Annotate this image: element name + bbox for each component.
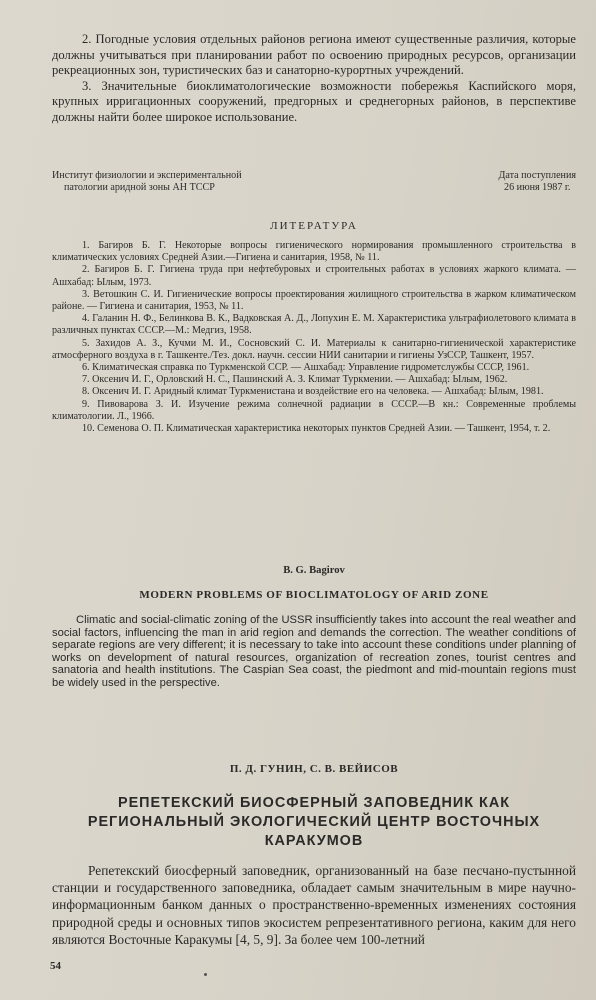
reference-item: 2. Багиров Б. Г. Гигиена труда при нефтебуровых и строительных работах в условиях жаркого климата. — Ашхабад: Ылым, 1973. <box>52 264 576 288</box>
article-authors: П. Д. ГУНИН, С. В. ВЕЙИСОВ <box>229 763 399 775</box>
english-title: MODERN PROBLEMS OF BIOCLIMATOLOGY OF ARID ZONE <box>139 589 489 601</box>
english-abstract-block <box>52 614 576 690</box>
reference-item: 10. Семенова О. П. Климатическая характеристика некоторых пунктов Средней Азии. — Ташкент, 1954, т. 2. <box>82 423 551 435</box>
print-dot <box>204 973 207 976</box>
page-number: 54 <box>50 960 61 972</box>
english-abstract: Climatic and social-climatic zoning of the USSR insufficiently takes into account the real weather and social factors, influencing the man in arid region and demands the correction. The weather conditions of separate regions are very different; it is necessary to take into account these conditions under planning of works on development of natural resources, organization of recreation zones, tourist centres and sanatoria and health institutions. The Caspian Sea coast, the piedmont and mid-mountain regions must be widely used in the perspective. <box>52 614 576 689</box>
reference-item: 6. Климатическая справка по Туркменской ССР. — Ашхабад: Управление гидрометслужбы СССР, 1961. <box>82 362 530 374</box>
literature-heading: ЛИТЕРАТУРА <box>270 220 358 232</box>
article-paragraph: Репетекский биосферный заповедник, организованный на базе песчано-пустынной станции и государственного заповедника, обладает самым значительным в мире научно-информационным банком данных о пространственно-временных изменениях состояния природной среды и основных типов экосистем репрезентативного региона, каким для него являются Восточные Каракумы [4, 5, 9]. За более чем 100-летний <box>52 863 576 947</box>
reference-item: 3. Ветошкин С. И. Гигиенические вопросы проектирования жилищного строительства в жарком климатическом районе. — Гигиена и санитария, 1953, № 11. <box>52 288 576 313</box>
reference-list <box>52 240 576 435</box>
reference-item: 1. Багиров Б. Г. Некоторые вопросы гигиенического нормирования промышленного строительства в климатических условиях Средней Азии.—Гигиена и санитария, 1958, № 11. <box>52 240 576 264</box>
reference-item: 7. Оксенич И. Г., Орловский Н. С., Пашинский А. З. Климат Туркмении. — Ашхабад: Ылым, 1962. <box>82 374 508 386</box>
conclusion-section <box>52 32 576 126</box>
institute-affiliation: Институт физиологии и экспериментальной патологии аридной зоны АН ТССР <box>52 170 242 193</box>
article-body <box>52 862 576 948</box>
article-title: РЕПЕТЕКСКИЙ БИОСФЕРНЫЙ ЗАПОВЕДНИК КАК РЕГИОНАЛЬНЫЙ ЭКОЛОГИЧЕСКИЙ ЦЕНТР ВОСТОЧНЫХ КАРАКУМОВ <box>87 795 541 849</box>
reference-item: 9. Пивоварова З. И. Изучение режима солнечной радиации в СССР.—В кн.: Современные проблемы климатологии. Л., 1966. <box>52 398 576 422</box>
english-author: B. G. Bagirov <box>283 565 345 576</box>
reference-item: 4. Галанин Н. Ф., Белинкова В. К., Вадковская А. Д., Лопухин Е. М. Характеристика ультрафиолетового климата в различных пунктах СССР.—М.: Медгиз, 1958. <box>52 313 576 337</box>
conclusion-point-2: 2. Погодные условия отдельных районов региона имеют существенные различия, которые должны учитываться при планировании работ по освоению природных ресурсов, организации рекреационных зон, туристических баз и санаторно-курортных учреждений. <box>52 32 576 78</box>
conclusion-point-3: 3. Значительные биоклиматологические возможности побережья Каспийского моря, крупных ирригационных сооружений, предгорных и среднегорных районов, в перспективе должны найти более широкое использование. <box>52 78 576 124</box>
affiliation-line <box>52 170 576 194</box>
received-date: Дата поступления 26 июня 1987 г. <box>498 170 576 193</box>
reference-item: 8. Оксенич И. Г. Аридный климат Туркменистана и воздействие его на человека. — Ашхабад: Ылым, 1981. <box>82 386 544 398</box>
reference-item: 5. Захидов А. З., Кучми М. И., Сосновский С. И. Материалы к санитарно-гигиенической характеристике атмосферного воздуха в г. Ташкенте./Тез. докл. научн. сессии НИИ санитарии и гигиены УзССР, Ташкент, 1957. <box>52 337 576 361</box>
